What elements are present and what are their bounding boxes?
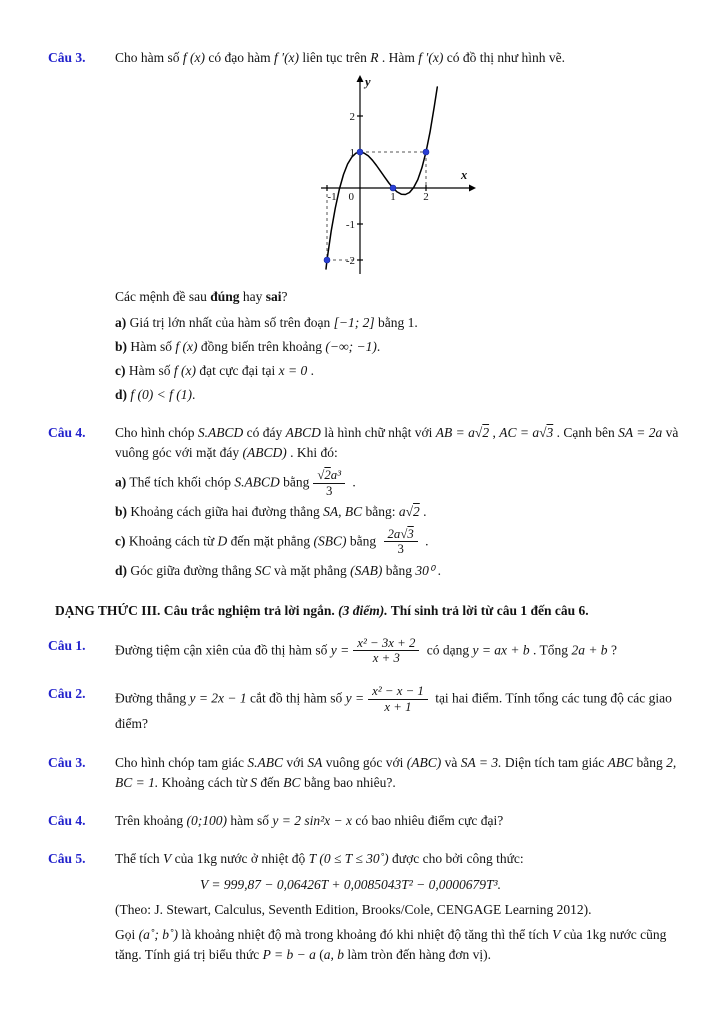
p3-q5-text: Gọi (a˚; b˚) là khoảng nhiệt độ mà trong khoảng đó khi nhiệt độ tăng thì thể tích V của 1kg nước cũng tăng. Tính giá trị biểu thức P = b − a (a, b làm tròn đến hàng đơn vị).: [115, 927, 667, 963]
p3-question-1-body: [115, 636, 683, 671]
q3-item-c: c) Hàm số f (x) đạt cực đại tại x = 0 .: [115, 363, 314, 378]
point-2-1: [423, 149, 429, 155]
x-axis-arrow: [469, 185, 476, 192]
question-3-label: Câu 3.: [48, 50, 86, 65]
p3-q5-intro: Thể tích V của 1kg nước ở nhiệt độ T (0 ≤ T ≤ 30˚) được cho bởi công thức:: [115, 851, 524, 867]
y-axis-label: y: [365, 75, 371, 90]
svg-text:1: 1: [349, 147, 355, 160]
p3-question-block-2: [48, 684, 683, 740]
svg-text:2: 2: [423, 191, 429, 204]
svg-text:2: 2: [349, 111, 355, 124]
svg-text:-2: -2: [345, 255, 355, 268]
p3-q1-text: Đường tiệm cận xiên của đồ thị hàm số y = $\frac{\text{x² − 3x + 2}}{x + 3}$ có dạng y = ax + b . Tổng 2a + b ?: [115, 635, 617, 666]
q3-question-line: Các mệnh đề sau đúng hay sai?: [115, 289, 288, 305]
p3-q4-text: Trên khoảng (0;100) hàm số y = 2 sin²x − x có bao nhiêu điểm cực đại?: [115, 813, 504, 829]
point--1--2: [324, 257, 330, 263]
q4-item-b: b) Khoảng cách giữa hai đường thẳng SA, BC bằng: a√2 .: [115, 504, 427, 520]
p3-question-1-label: Câu 1.: [48, 637, 86, 653]
fprime-graph-svg: [315, 73, 483, 279]
y-axis-arrow: [357, 75, 364, 82]
question-4-label: Câu 4.: [48, 424, 86, 440]
q3-intro: Cho hàm số f (x) có đạo hàm f ′(x) liên tục trên R . Hàm f ′(x) có đồ thị như hình vẽ.: [115, 50, 566, 65]
section-3-header: DẠNG THỨC III. Câu trắc nghiệm trả lời ngắn. (3 điểm). Thí sinh trả lời từ câu 1 đến câu 6.: [55, 603, 589, 619]
p3-q5-citation: (Theo: J. Stewart, Calculus, Seventh Edition, Brooks/Cole, CENGAGE Learning 2012).: [115, 901, 592, 917]
p3-q2-text: Đường thẳng y = 2x − 1 cắt đồ thị hàm số y = $\frac{\text{x² − x − 1}}{x + 1}$ tại hai điểm. Tính tổng các tung độ các giao điểm?: [115, 683, 672, 732]
p3-question-block-1: [48, 636, 683, 671]
q3-item-a: a) Giá trị lớn nhất của hàm số trên đoạn [−1; 2] bằng 1.: [115, 314, 418, 330]
p3-q5-formula: V = 999,87 − 0,06426T + 0,0085043T² − 0,0000679T³.: [200, 876, 501, 892]
p3-question-4-body: [115, 811, 683, 836]
point-0-1: [357, 149, 363, 155]
svg-text:-1: -1: [327, 191, 337, 204]
question-4-body: [115, 423, 683, 586]
p3-question-5-body: [115, 849, 683, 970]
p3-question-block-3: [48, 753, 683, 799]
q4-intro: Cho hình chóp S.ABCD có đáy ABCD là hình chữ nhật với AB = a√2 , AC = a√3 . Cạnh bên SA = 2a và vuông góc với mặt đáy (ABCD) . Khi đó:: [115, 424, 679, 460]
question-3-body: [115, 48, 683, 410]
svg-text:-1: -1: [345, 219, 355, 232]
question-block-3: [48, 48, 683, 410]
q3-item-b: b) Hàm số f (x) đồng biến trên khoảng (−∞; −1).: [115, 338, 381, 354]
p3-question-3-body: [115, 753, 683, 799]
p3-question-4-label: Câu 4.: [48, 813, 86, 829]
p3-q3-text: Cho hình chóp tam giác S.ABC với SA vuông góc với (ABC) và SA = 3. Diện tích tam giác ABC bằng 2, BC = 1. Khoảng cách từ S đến BC bằng bao nhiêu?.: [115, 754, 677, 790]
q3-item-d: d) f (0) < f (1).: [115, 387, 196, 403]
svg-text:1: 1: [390, 191, 396, 204]
p3-question-2-body: [115, 684, 683, 740]
p3-question-5-label: Câu 5.: [48, 851, 86, 867]
question-block-4: [48, 423, 683, 586]
axis-labels: [327, 75, 467, 267]
svg-text:0: 0: [348, 191, 354, 204]
p3-question-block-4: [48, 811, 683, 836]
p3-question-3-label: Câu 3.: [48, 754, 86, 770]
p3-question-block-5: [48, 849, 683, 970]
fprime-graph: [115, 73, 683, 279]
q4-item-d: d) Góc giữa đường thẳng SC và mặt phẳng (SAB) bằng 30⁰ .: [115, 563, 442, 579]
x-axis-label: x: [461, 168, 468, 183]
q4-item-c: c) Khoảng cách từ D đến mặt phẳng (SBC) bằng $\frac{2a√3}{3}$ .: [115, 526, 429, 557]
dashed-guides: [327, 152, 426, 260]
fprime-curve: [326, 87, 437, 269]
q4-item-a: a) Thể tích khối chóp S.ABCD bằng $\frac{\text{√2a³}}{3}$ .: [115, 468, 356, 498]
p3-question-2-label: Câu 2.: [48, 685, 86, 701]
